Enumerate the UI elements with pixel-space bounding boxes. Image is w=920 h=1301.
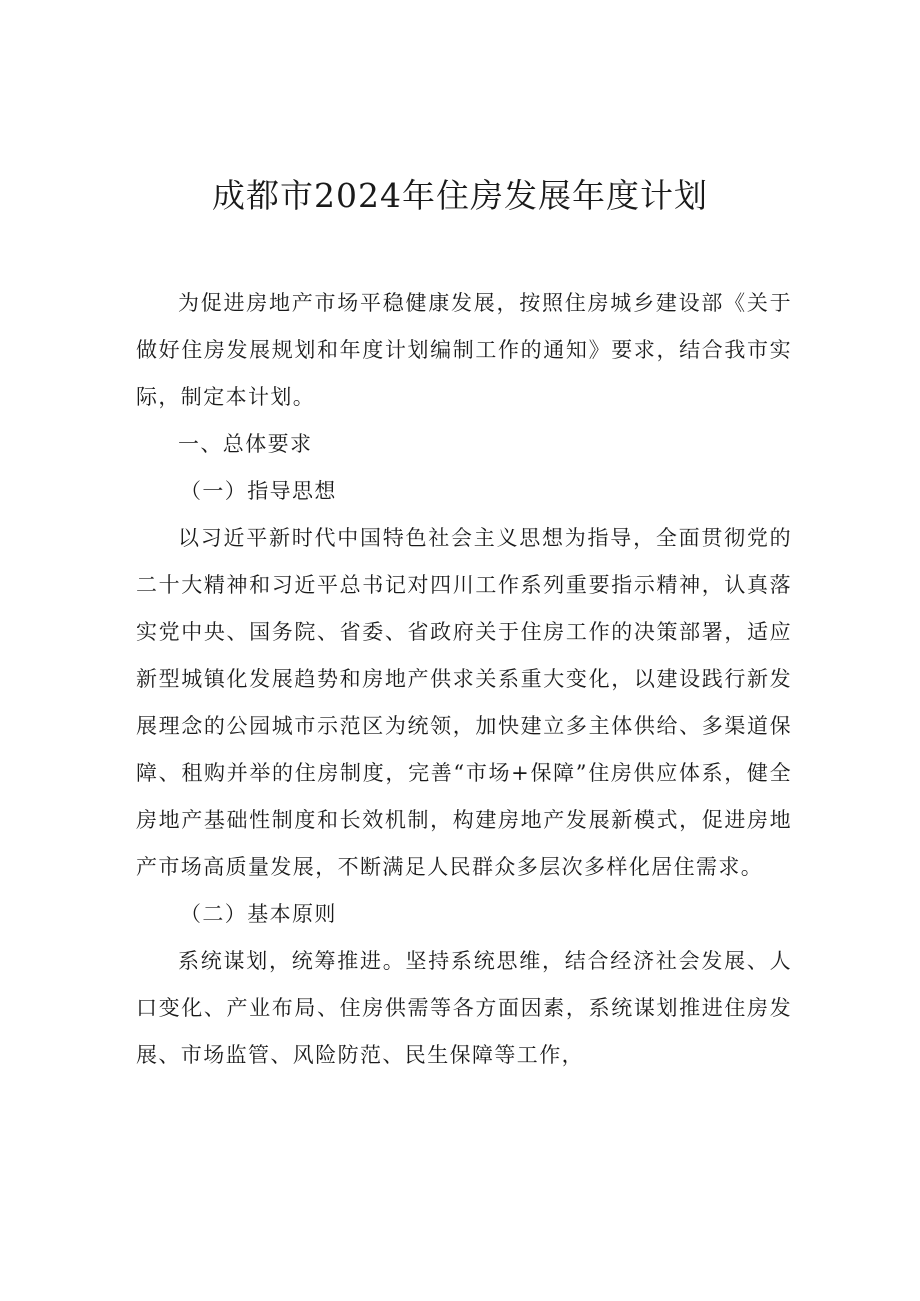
guiding-ideology-paragraph: 以习近平新时代中国特色社会主义思想为指导，全面贯彻党的二十大精神和习近平总书记对四川工作系列重要指示精神，认真落实党中央、国务院、省委、省政府关于住房工作的决策部署，适应新型城镇化发展趋势和房地产供求关系重大变化，以建设践行新发展理念的公园城市示范区为统领，加快建立多主体供给、多渠道保障、租购并举的住房制度，完善“市场+保障”住房供应体系，健全房地产基础性制度和长效机制，构建房地产发展新模式，促进房地产市场高质量发展，不断满足人民群众多层次多样化居住需求。	[136, 526, 792, 879]
document-title: 成都市2024年住房发展年度计划	[212, 176, 708, 215]
section-heading-general-requirements: 一、总体要求	[178, 432, 313, 456]
subsection-heading-basic-principles: （二）基本原则	[180, 902, 337, 926]
subsection-heading-guiding-ideology: （一）指导思想	[180, 479, 337, 503]
document-body	[136, 280, 792, 1079]
intro-paragraph: 为促进房地产市场平稳健康发展，按照住房城乡建设部《关于做好住房发展规划和年度计划编制工作的通知》要求，结合我市实际，制定本计划。	[136, 291, 792, 409]
basic-principles-paragraph: 系统谋划，统筹推进。坚持系统思维，结合经济社会发展、人口变化、产业布局、住房供需等各方面因素，系统谋划推进住房发展、市场监管、风险防范、民生保障等工作，	[136, 949, 792, 1067]
